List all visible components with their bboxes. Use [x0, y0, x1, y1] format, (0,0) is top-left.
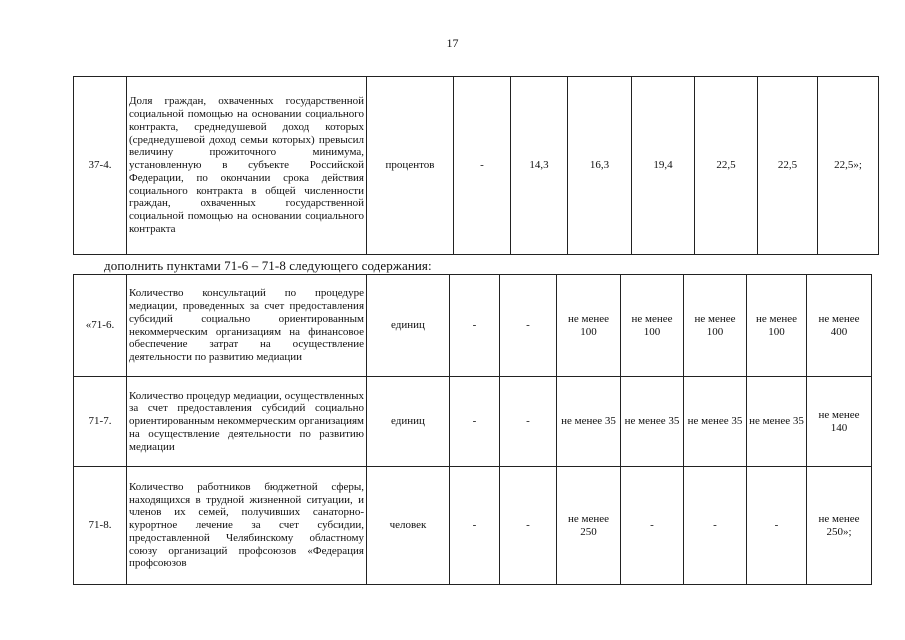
row-value: не менее 35 [747, 377, 807, 467]
table-row [74, 77, 879, 255]
row-unit: единиц [367, 377, 450, 467]
row-value: не менее 100 [557, 275, 621, 377]
row-description: Количество процедур медиации, осуществленных за счет предоставления субсидий социально ориентированным некоммерческим организациям на осуществление деятельности по развитию медиации [127, 377, 367, 467]
row-number: 71-7. [74, 377, 127, 467]
row-value: 22,5»; [818, 77, 879, 255]
row-unit: человек [367, 467, 450, 585]
row-value: 19,4 [632, 77, 695, 255]
row-value: - [450, 275, 500, 377]
table-row [74, 467, 872, 585]
row-value: 14,3 [511, 77, 568, 255]
row-value: - [621, 467, 684, 585]
row-value: - [450, 467, 500, 585]
row-value: - [500, 275, 557, 377]
row-value: не менее 35 [684, 377, 747, 467]
row-value: - [454, 77, 511, 255]
row-value: - [450, 377, 500, 467]
row-number: 71-8. [74, 467, 127, 585]
row-value: не менее 250»; [807, 467, 872, 585]
row-value: не менее 35 [621, 377, 684, 467]
table-row [74, 377, 872, 467]
row-value: не менее 100 [747, 275, 807, 377]
table-row [74, 275, 872, 377]
row-value: 22,5 [758, 77, 818, 255]
row-value: не менее 100 [684, 275, 747, 377]
row-description: Количество работников бюджетной сферы, находящихся в трудной жизненной ситуации, и членов их семей, получивших санаторно-курортное лечение за счет субсидии, предоставленной Челябинскому областному союзу организаций профсоюзов «Федерация профсоюзов [127, 467, 367, 585]
row-value: не менее 250 [557, 467, 621, 585]
row-unit: единиц [367, 275, 450, 377]
row-description: Доля граждан, охваченных государственной социальной помощью на основании социального контракта, среднедушевой доход которых (среднедушевой доход семьи которых) превысил величину прожиточного минимума, установленную в субъекте Российской Федерации, по окончании срока действия социального контракта в общей численности граждан, охваченных государственной социальной помощью на основании социального контракта [127, 77, 367, 255]
row-value: - [500, 467, 557, 585]
row-value: - [747, 467, 807, 585]
row-value: 16,3 [568, 77, 632, 255]
row-value: - [684, 467, 747, 585]
row-value: 22,5 [695, 77, 758, 255]
row-value: не менее 400 [807, 275, 872, 377]
row-number: 37-4. [74, 77, 127, 255]
row-number: «71-6. [74, 275, 127, 377]
amendment-text: дополнить пунктами 71-6 – 71-8 следующего содержания: [104, 258, 432, 273]
row-value: - [500, 377, 557, 467]
indicator-table-bottom [73, 274, 872, 585]
row-description: Количество консультаций по процедуре медиации, проведенных за счет предоставления субсидий социально ориентированным некоммерческим организациям на финансовое обеспечение затрат на осуществление деятельности по развитию медиации [127, 275, 367, 377]
row-value: не менее 100 [621, 275, 684, 377]
indicator-table-top [73, 76, 879, 255]
row-value: не менее 140 [807, 377, 872, 467]
page-number: 17 [446, 36, 459, 50]
row-value: не менее 35 [557, 377, 621, 467]
row-unit: процентов [367, 77, 454, 255]
